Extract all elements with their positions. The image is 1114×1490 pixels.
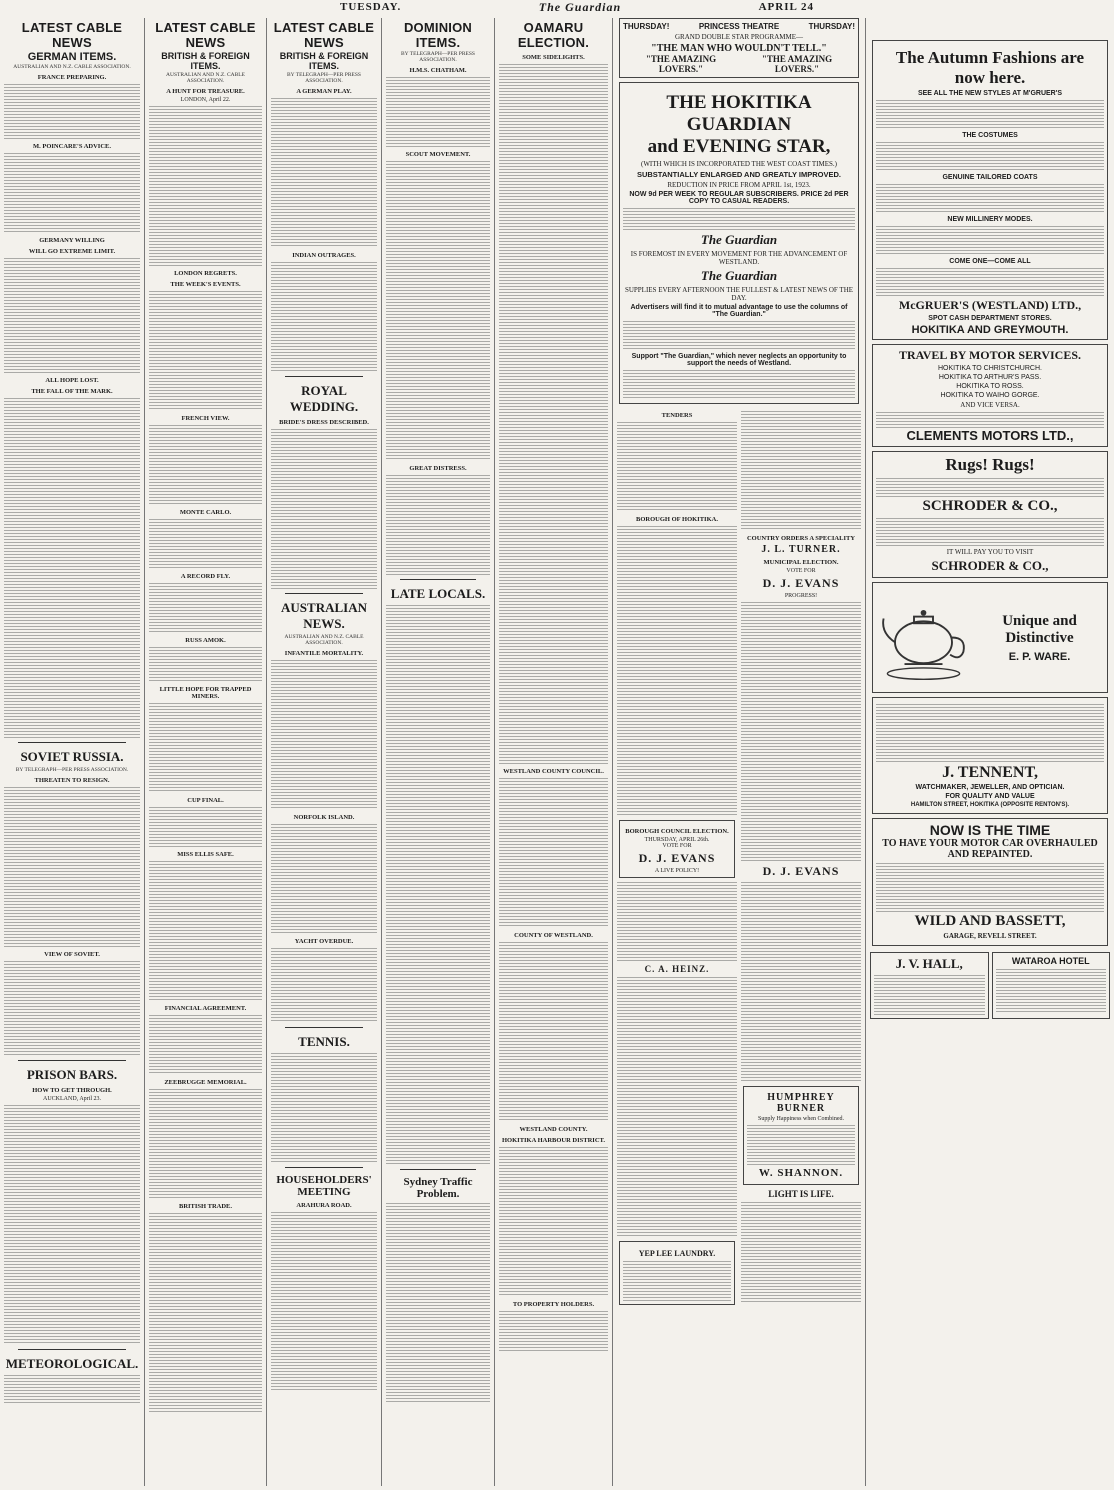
laundry-name: YEP LEE LAUNDRY.	[638, 1249, 716, 1258]
section-subheading: BRITISH & FOREIGN ITEMS.	[161, 51, 250, 71]
ad-text	[623, 321, 855, 351]
article-subtitle: ARAHURA ROAD.	[296, 1202, 352, 1209]
ad-text	[876, 518, 1104, 546]
guardian-logo: The Guardian	[700, 268, 778, 283]
article-title: THE FALL OF THE MARK.	[31, 388, 113, 395]
section-heading: DOMINION ITEMS.	[403, 20, 473, 50]
section-heading: Sydney Traffic Problem.	[403, 1176, 473, 1200]
merchant-trade: WATCHMAKER, JEWELLER, AND OPTICIAN.	[915, 784, 1065, 791]
divider	[400, 1169, 476, 1170]
product-name: HUMPHREY BURNER	[767, 1092, 835, 1114]
theatre-day-right: THURSDAY!	[808, 22, 855, 31]
notice-title: COUNTRY ORDERS A SPECIALITY	[746, 535, 856, 542]
autumn-heading: The Autumn Fashions are	[895, 48, 1085, 67]
travel-heading: TRAVEL BY MOTOR SERVICES.	[898, 348, 1082, 362]
ware-heading: Unique and Distinctive	[1002, 612, 1077, 646]
tennent-ad	[872, 697, 1108, 814]
divider	[18, 1060, 126, 1061]
section-heading: PRISON BARS.	[26, 1067, 118, 1082]
article-text	[4, 84, 140, 139]
article-title: THREATEN TO RESIGN.	[34, 777, 110, 784]
notice-text	[741, 1202, 861, 1302]
laundry-ad	[619, 1241, 735, 1305]
divider	[18, 1349, 126, 1350]
ad-text	[876, 478, 1104, 498]
section-heading: HOUSEHOLDERS' MEETING	[276, 1174, 372, 1198]
article-text	[271, 660, 377, 810]
article-text	[271, 262, 377, 372]
article-title: RUSS AMOK.	[185, 637, 226, 644]
route: HOKITIKA TO WAIHO GORGE.	[940, 392, 1040, 399]
masthead-paper-name: The Guardian	[538, 0, 622, 14]
article-title: WESTLAND COUNTY COUNCIL.	[503, 768, 604, 775]
guardian-ad	[619, 82, 859, 404]
product-tagline: Supply Happiness when Combined.	[758, 1116, 844, 1122]
rugs-heading: Rugs! Rugs!	[945, 455, 1035, 474]
hotel-name: WATAROA HOTEL	[1011, 956, 1090, 966]
article-title: A RECORD FLY.	[180, 573, 231, 580]
guardian-enlarged: SUBSTANTIALLY ENLARGED AND GREATLY IMPROVED.	[636, 170, 842, 179]
notice-text	[617, 882, 737, 962]
masthead-day: TUESDAY.	[340, 1, 402, 13]
article-text	[4, 153, 140, 233]
section-heading: AUSTRALIAN NEWS.	[281, 600, 367, 631]
hall-ad	[870, 952, 989, 1019]
byline: BY TELEGRAPH—PER PRESS ASSOCIATION.	[15, 767, 129, 773]
byline: AUSTRALIAN AND N.Z. CABLE ASSOCIATION.	[13, 64, 131, 70]
article-text	[271, 1212, 377, 1392]
article-title: BRITISH TRADE.	[179, 1203, 232, 1210]
ad-text	[623, 1261, 731, 1301]
section-heading: ROYAL WEDDING.	[289, 383, 359, 414]
article-title: VIEW OF SOVIET.	[44, 951, 100, 958]
company-name: CLEMENTS MOTORS LTD.,	[906, 428, 1074, 443]
article-title: SCOUT MOVEMENT.	[405, 151, 471, 158]
article-text	[386, 605, 490, 1165]
policy-slogan: A LIVE POLICY!	[654, 868, 700, 874]
article-title: THE WEEK'S EVENTS.	[170, 281, 241, 288]
section-heading: METEOROLOGICAL.	[5, 1356, 139, 1371]
divider	[400, 579, 476, 580]
visit-line: IT WILL PAY YOU TO VISIT	[946, 548, 1034, 556]
article-text	[386, 161, 490, 461]
notice-text	[741, 602, 861, 862]
article-text	[149, 647, 262, 682]
theatre-ad	[619, 18, 859, 78]
article-title: M. POINCARE'S ADVICE.	[32, 143, 111, 150]
article-text	[4, 398, 140, 738]
ad-text	[876, 184, 1104, 214]
article-text	[271, 824, 377, 934]
article-text	[149, 106, 262, 266]
masthead	[0, 0, 1114, 14]
article-subtitle: BRIDE'S DRESS DESCRIBED.	[279, 419, 369, 426]
humphrey-ad	[743, 1086, 859, 1185]
price-reduction: REDUCTION IN PRICE FROM APRIL 1st, 1923.	[667, 181, 811, 189]
section-heading: LATE LOCALS.	[390, 586, 486, 601]
article-title: FINANCIAL AGREEMENT.	[164, 1005, 247, 1012]
guardian-title: THE HOKITIKA GUARDIAN	[666, 92, 812, 135]
ad-text	[623, 370, 855, 400]
election-ad	[619, 820, 735, 878]
candidate-name: D. J. EVANS	[638, 851, 716, 865]
guardian-title-2: and EVENING STAR,	[647, 136, 831, 157]
merchant-name: J. V. HALL,	[895, 956, 963, 971]
ad-subhead: GENUINE TAILORED COATS	[942, 174, 1038, 181]
merchant-name: W. SHANNON.	[758, 1167, 844, 1179]
store-tagline: SPOT CASH DEPARTMENT STORES.	[928, 315, 1052, 322]
article-text	[499, 778, 608, 928]
ware-ad	[872, 582, 1108, 693]
article-text	[499, 1147, 608, 1297]
article-title: GERMANY WILLING	[39, 237, 105, 244]
column-oamaru-election	[495, 18, 613, 1486]
masthead-date: APRIL 24	[758, 1, 814, 13]
film-title: "THE AMAZING LOVERS."	[761, 54, 833, 74]
guardian-tagline: IS FOREMOST IN EVERY MOVEMENT FOR THE ADVANCEMENT OF WESTLAND.	[630, 250, 848, 266]
ad-heading: NOW IS THE TIME	[929, 822, 1051, 838]
article-title: A GERMAN PLAY.	[296, 88, 352, 95]
ad-text	[996, 969, 1107, 1014]
notice-title: TENDERS	[661, 412, 693, 419]
notice-title: LIGHT IS LIFE.	[768, 1189, 834, 1199]
section-subheading: BRITISH & FOREIGN ITEMS.	[279, 51, 369, 71]
section-heading: TENNIS.	[298, 1034, 350, 1049]
motor-services-ad	[872, 344, 1108, 447]
section-subheading: GERMAN ITEMS.	[27, 51, 117, 63]
divider	[285, 376, 363, 377]
column-british-foreign-1	[145, 18, 267, 1486]
merchant-name: J. TENNENT,	[942, 764, 1038, 781]
section-heading: LATEST CABLE NEWS	[155, 20, 256, 50]
programme-line: GRAND DOUBLE STAR PROGRAMME—	[675, 33, 803, 41]
ad-text	[876, 268, 1104, 298]
article-title: LONDON REGRETS.	[174, 270, 237, 277]
column-dominion-items	[382, 18, 495, 1486]
article-title: HOKITIKA HARBOUR DISTRICT.	[502, 1137, 605, 1144]
dateline: LONDON, April 22.	[180, 97, 231, 103]
article-text	[149, 807, 262, 847]
article-title: MONTE CARLO.	[179, 509, 232, 516]
article-text	[4, 961, 140, 1056]
article-title: WILL GO EXTREME LIMIT.	[28, 248, 116, 255]
notices-grid	[617, 408, 861, 1309]
autumn-heading-2: now here.	[954, 68, 1026, 87]
route: HOKITIKA TO CHRISTCHURCH.	[938, 365, 1042, 372]
film-title: "THE AMAZING LOVERS."	[645, 54, 717, 74]
article-title: FRANCE PREPARING.	[37, 74, 107, 81]
ad-text	[876, 863, 1104, 913]
route: HOKITIKA TO ARTHUR'S PASS.	[938, 374, 1042, 381]
theatre-name: PRINCESS THEATRE	[698, 22, 780, 31]
section-heading: OAMARU ELECTION.	[517, 20, 590, 50]
company-name: WILD AND BASSETT,	[914, 913, 1066, 929]
article-title: TO PROPERTY HOLDERS.	[512, 1301, 595, 1308]
guardian-logo: The Guardian	[700, 232, 778, 247]
wataroa-ad	[992, 952, 1111, 1019]
article-title: COUNTY OF WESTLAND.	[514, 932, 593, 939]
company-name: SCHRODER & CO.,	[931, 558, 1049, 573]
article-title: A HUNT FOR TREASURE.	[166, 88, 245, 95]
article-title: CUP FINAL.	[187, 797, 224, 804]
article-text	[499, 64, 608, 764]
merchant-name: J. L. TURNER.	[761, 544, 841, 555]
ad-subheading: TO HAVE YOUR MOTOR CAR OVERHAULED AND REPAINTED.	[882, 838, 1098, 860]
bottom-ads	[870, 950, 1110, 1021]
guardian-tagline: SUPPLIES EVERY AFTERNOON THE FULLEST & LATEST NEWS OF THE DAY.	[624, 286, 854, 302]
article-text	[149, 291, 262, 411]
article-title: H.M.S. CHATHAM.	[409, 67, 467, 74]
divider	[18, 742, 126, 743]
article-text	[4, 787, 140, 947]
notice-text	[741, 882, 861, 1082]
notices-right	[741, 408, 861, 1309]
column-guardian-notices	[613, 18, 866, 1486]
notice-text	[617, 422, 737, 512]
article-text	[499, 942, 608, 1122]
notice-text	[617, 977, 737, 1237]
address: GARAGE, REVELL STREET.	[943, 932, 1037, 940]
ad-text	[623, 208, 855, 232]
ad-text	[876, 142, 1104, 172]
store-name: McGRUER'S (WESTLAND) LTD.,	[898, 298, 1082, 312]
column-advertisements	[866, 18, 1114, 1486]
article-text	[149, 1015, 262, 1075]
route: HOKITIKA TO ROSS.	[956, 383, 1024, 390]
article-text	[149, 1213, 262, 1413]
article-title: WESTLAND COUNTY.	[519, 1126, 588, 1133]
address: HAMILTON STREET, HOKITIKA (OPPOSITE RENTON'S).	[910, 802, 1070, 808]
byline: AUSTRALIAN AND N.Z. CABLE ASSOCIATION.	[284, 634, 364, 646]
article-text	[271, 1053, 377, 1163]
teapot-illustration	[876, 590, 971, 685]
byline: AUSTRALIAN AND N.Z. CABLE ASSOCIATION.	[166, 72, 245, 84]
section-heading: LATEST CABLE NEWS	[273, 20, 375, 50]
article-title: INDIAN OUTRAGES.	[292, 252, 356, 259]
autumn-tagline: SEE ALL THE NEW STYLES AT M'GRUER'S	[917, 90, 1063, 97]
article-text	[271, 98, 377, 248]
article-subtitle: SOME SIDELIGHTS.	[522, 54, 585, 61]
article-title: MISS ELLIS SAFE.	[177, 851, 234, 858]
election-date: THURSDAY, APRIL 26th.	[644, 837, 710, 843]
article-title: LITTLE HOPE FOR TRAPPED MINERS.	[159, 686, 252, 700]
vote-for-label: VOTE FOR	[786, 568, 816, 574]
candidate-name: D. J. EVANS	[762, 576, 840, 590]
ad-subhead: THE COSTUMES	[962, 132, 1018, 139]
article-title: INFANTILE MORTALITY.	[284, 650, 364, 657]
store-towns: HOKITIKA AND GREYMOUTH.	[911, 324, 1069, 336]
article-title: ALL HOPE LOST.	[45, 377, 99, 384]
support-notice: Support "The Guardian," which never neglects an opportunity to support the needs of Westland.	[631, 353, 847, 367]
article-text	[149, 583, 262, 633]
slogan: PROGRESS!	[784, 593, 818, 599]
article-text	[149, 519, 262, 569]
article-text	[4, 1375, 140, 1405]
election-title: BOROUGH COUNCIL ELECTION.	[625, 828, 729, 835]
dateline: AUCKLAND, April 23.	[43, 1096, 101, 1102]
ad-subhead: NEW MILLINERY MODES.	[947, 216, 1033, 223]
ad-text	[747, 1125, 855, 1165]
divider	[285, 593, 363, 594]
byline: BY TELEGRAPH—PER PRESS ASSOCIATION.	[401, 51, 475, 63]
notices-left	[617, 408, 737, 1309]
article-subtitle: HOW TO GET THROUGH.	[32, 1087, 112, 1094]
article-title: ZEEBRUGGE MEMORIAL.	[164, 1079, 247, 1086]
notice-text	[741, 411, 861, 531]
company-name: SCHRODER & CO.,	[922, 498, 1058, 514]
article-text	[386, 475, 490, 575]
ad-text	[876, 100, 1104, 130]
mcgruer-ad	[872, 40, 1108, 340]
guardian-subtitle: (WITH WHICH IS INCORPORATED THE WEST COAST TIMES.)	[640, 160, 837, 168]
notice-text	[617, 526, 737, 816]
rugs-ad	[872, 451, 1108, 578]
column-british-foreign-2	[267, 18, 382, 1486]
notice-title: MUNICIPAL ELECTION.	[763, 559, 839, 566]
wild-bassett-ad	[872, 818, 1108, 946]
film-title: "THE MAN WHO WOULDN'T TELL."	[651, 43, 827, 54]
candidate-name: C. A. HEINZ.	[644, 964, 710, 974]
ad-subhead: COME ONE—COME ALL	[949, 258, 1031, 265]
ad-text	[876, 226, 1104, 256]
article-title: GREAT DISTRESS.	[409, 465, 467, 472]
vote-for-label: VOTE FOR	[662, 843, 692, 849]
divider	[285, 1027, 363, 1028]
advertisers-notice: Advertisers will find it to mutual advantage to use the columns of "The Guardian."	[630, 304, 848, 318]
ad-text	[876, 704, 1104, 764]
article-text	[149, 861, 262, 1001]
ad-text	[876, 412, 1104, 428]
candidate-name: D. J. EVANS	[762, 864, 840, 878]
theatre-day-left: THURSDAY!	[623, 22, 670, 31]
column-german-items	[0, 18, 145, 1486]
merchant-name: E. P. WARE.	[1008, 650, 1071, 663]
article-text	[4, 1105, 140, 1345]
vice-versa: AND VICE VERSA.	[960, 401, 1020, 409]
price-notice: NOW 9d PER WEEK TO REGULAR SUBSCRIBERS. PRICE 2d PER COPY TO CASUAL READERS.	[629, 191, 849, 205]
article-text	[386, 1203, 490, 1403]
article-title: NORFOLK ISLAND.	[293, 814, 355, 821]
section-heading: LATEST CABLE NEWS	[21, 20, 123, 50]
article-text	[386, 77, 490, 147]
quality-line: FOR QUALITY AND VALUE	[945, 793, 1035, 800]
article-text	[4, 258, 140, 373]
article-text	[499, 1311, 608, 1351]
section-heading: SOVIET RUSSIA.	[20, 749, 124, 764]
divider	[285, 1167, 363, 1168]
byline: BY TELEGRAPH—PER PRESS ASSOCIATION.	[287, 72, 361, 84]
article-text	[149, 703, 262, 793]
ad-text	[874, 975, 985, 1015]
article-text	[149, 425, 262, 505]
article-text	[149, 1089, 262, 1199]
article-text	[271, 429, 377, 589]
article-title: FRENCH VIEW.	[181, 415, 230, 422]
notice-title: BOROUGH OF HOKITIKA.	[636, 516, 718, 523]
article-title: YACHT OVERDUE.	[294, 938, 354, 945]
article-text	[271, 948, 377, 1023]
